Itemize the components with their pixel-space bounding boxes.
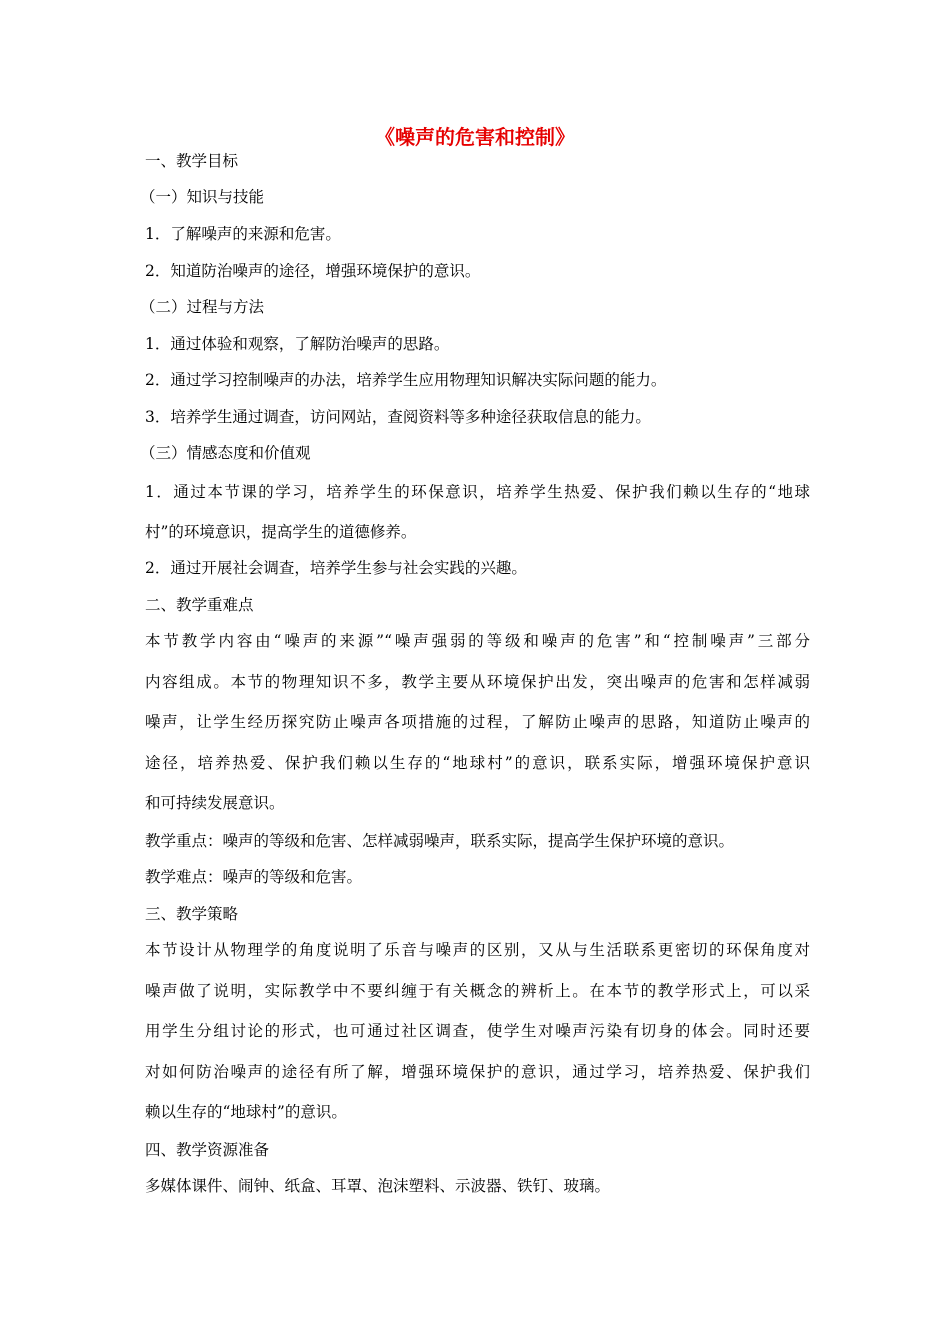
paragraph-line: 赖以生存的“地球村”的意识。 (145, 1103, 347, 1121)
document-title: 《噪声的危害和控制》 (375, 125, 575, 149)
list-item: 1．通过体验和观察，了解防治噪声的思路。 (145, 335, 450, 353)
paragraph-line: 和可持续发展意识。 (145, 794, 285, 812)
paragraph-line: 噪声做了说明，实际教学中不要纠缠于有关概念的辨析上。在本节的教学形式上，可以采 (145, 982, 810, 1000)
section-heading-resources: 四、教学资源准备 (145, 1141, 270, 1159)
list-item-continuation: 村”的环境意识，提高学生的道德修养。 (145, 523, 417, 541)
paragraph-line: 噪声，让学生经历探究防止噪声各项措施的过程，了解防止噪声的思路，知道防止噪声的 (145, 713, 810, 731)
list-item: 1．通过本节课的学习，培养学生的环保意识，培养学生热爱、保护我们赖以生存的“地球 (145, 483, 810, 501)
list-item: 2．通过开展社会调查，培养学生参与社会实践的兴趣。 (145, 559, 527, 577)
paragraph-line: 本节设计从物理学的角度说明了乐音与噪声的区别，又从与生活联系更密切的环保角度对 (145, 941, 810, 959)
key-point-line: 教学重点：噪声的等级和危害、怎样减弱噪声，联系实际，提高学生保护环境的意识。 (145, 832, 735, 850)
subsection-heading-knowledge: （一）知识与技能 (140, 188, 265, 206)
list-item: 1．了解噪声的来源和危害。 (145, 225, 341, 243)
subsection-heading-process: （二）过程与方法 (140, 298, 265, 316)
paragraph-line: 用学生分组讨论的形式，也可通过社区调查，使学生对噪声污染有切身的体会。同时还要 (145, 1022, 810, 1040)
paragraph-line: 途径，培养热爱、保护我们赖以生存的“地球村”的意识，联系实际，增强环境保护意识 (145, 754, 810, 772)
paragraph-line: 对如何防治噪声的途径有所了解，增强环境保护的意识，通过学习，培养热爱、保护我们 (145, 1063, 810, 1081)
list-item: 3．培养学生通过调查，访问网站，查阅资料等多种途径获取信息的能力。 (145, 408, 651, 426)
section-heading-key-points: 二、教学重难点 (145, 596, 254, 614)
section-heading-strategy: 三、教学策略 (145, 905, 239, 923)
paragraph-line: 内容组成。本节的物理知识不多，教学主要从环境保护出发，突出噪声的危害和怎样减弱 (145, 673, 810, 691)
subsection-heading-attitude: （三）情感态度和价值观 (140, 444, 311, 462)
difficulty-line: 教学难点：噪声的等级和危害。 (145, 868, 363, 886)
list-item: 2．通过学习控制噪声的办法，培养学生应用物理知识解决实际问题的能力。 (145, 371, 667, 389)
list-item: 2．知道防治噪声的途径，增强环境保护的意识。 (145, 262, 481, 280)
resources-line: 多媒体课件、闹钟、纸盒、耳罩、泡沫塑料、示波器、铁钉、玻璃。 (145, 1177, 611, 1195)
section-heading-objectives: 一、教学目标 (145, 152, 239, 170)
paragraph-line: 本节教学内容由“噪声的来源”“噪声强弱的等级和噪声的危害”和“控制噪声”三部分 (145, 632, 810, 650)
